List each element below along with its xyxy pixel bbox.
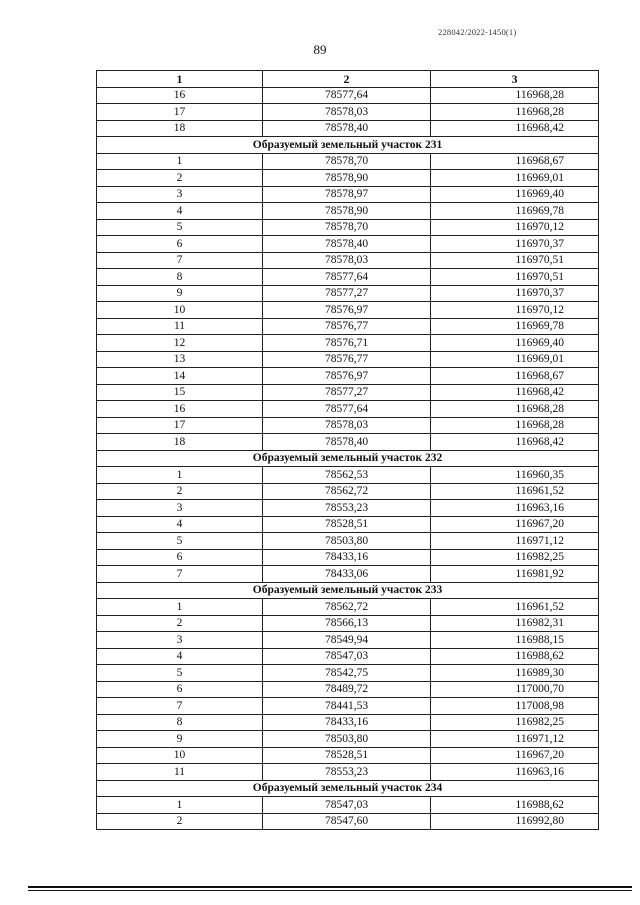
table-row [97, 797, 599, 814]
table-row [97, 252, 599, 269]
y-coordinate-cell: 116988,15 [431, 632, 599, 649]
table-row [97, 764, 599, 781]
y-coordinate-cell: 116968,28 [431, 87, 599, 104]
point-number-cell: 1 [97, 797, 263, 814]
table-row [97, 714, 599, 731]
x-coordinate-cell: 78577,27 [263, 285, 431, 302]
point-number-cell: 2 [97, 615, 263, 632]
table-row [97, 417, 599, 434]
point-number-cell: 8 [97, 269, 263, 286]
table-row [97, 698, 599, 715]
table-row [97, 813, 599, 830]
table-row [97, 368, 599, 385]
y-coordinate-cell: 116960,35 [431, 467, 599, 484]
table-row [97, 351, 599, 368]
y-coordinate-cell: 116982,31 [431, 615, 599, 632]
table-header-row [97, 71, 599, 88]
table-row [97, 285, 599, 302]
y-coordinate-cell: 116967,20 [431, 747, 599, 764]
point-number-cell: 2 [97, 170, 263, 187]
x-coordinate-cell: 78562,72 [263, 483, 431, 500]
x-coordinate-cell: 78549,94 [263, 632, 431, 649]
y-coordinate-cell: 116968,42 [431, 434, 599, 451]
point-number-cell: 14 [97, 368, 263, 385]
x-coordinate-cell: 78577,64 [263, 401, 431, 418]
y-coordinate-cell: 116982,25 [431, 549, 599, 566]
table-row [97, 566, 599, 583]
point-number-cell: 7 [97, 566, 263, 583]
x-coordinate-cell: 78562,72 [263, 599, 431, 616]
x-coordinate-cell: 78433,16 [263, 549, 431, 566]
x-coordinate-cell: 78576,77 [263, 318, 431, 335]
point-number-cell: 3 [97, 632, 263, 649]
x-coordinate-cell: 78562,53 [263, 467, 431, 484]
point-number-cell: 11 [97, 764, 263, 781]
y-coordinate-cell: 117008,98 [431, 698, 599, 715]
y-coordinate-cell: 116969,40 [431, 186, 599, 203]
section-header-row [97, 137, 599, 154]
x-coordinate-cell: 78576,97 [263, 302, 431, 319]
y-coordinate-cell: 116989,30 [431, 665, 599, 682]
table-row [97, 318, 599, 335]
column-header-y-coordinate: 3 [431, 71, 599, 88]
table-row [97, 104, 599, 121]
point-number-cell: 9 [97, 285, 263, 302]
table-row [97, 120, 599, 137]
document-id: 228042/2022-1450(1) [438, 27, 517, 37]
y-coordinate-cell: 116968,67 [431, 368, 599, 385]
table-row [97, 203, 599, 220]
y-coordinate-cell: 116969,78 [431, 203, 599, 220]
table-row [97, 516, 599, 533]
point-number-cell: 8 [97, 714, 263, 731]
x-coordinate-cell: 78553,23 [263, 764, 431, 781]
section-title: Образуемый земельный участок 233 [97, 582, 599, 599]
table-row [97, 186, 599, 203]
y-coordinate-cell: 116992,80 [431, 813, 599, 830]
x-coordinate-cell: 78577,64 [263, 87, 431, 104]
table-row [97, 335, 599, 352]
point-number-cell: 7 [97, 698, 263, 715]
x-coordinate-cell: 78489,72 [263, 681, 431, 698]
x-coordinate-cell: 78503,80 [263, 731, 431, 748]
point-number-cell: 3 [97, 500, 263, 517]
x-coordinate-cell: 78576,97 [263, 368, 431, 385]
section-title: Образуемый земельный участок 232 [97, 450, 599, 467]
x-coordinate-cell: 78542,75 [263, 665, 431, 682]
point-number-cell: 5 [97, 533, 263, 550]
point-number-cell: 4 [97, 203, 263, 220]
point-number-cell: 18 [97, 434, 263, 451]
table-body [97, 87, 599, 830]
y-coordinate-cell: 116970,37 [431, 236, 599, 253]
section-header-row [97, 780, 599, 797]
point-number-cell: 3 [97, 186, 263, 203]
y-coordinate-cell: 116970,37 [431, 285, 599, 302]
y-coordinate-cell: 116981,92 [431, 566, 599, 583]
y-coordinate-cell: 117000,70 [431, 681, 599, 698]
x-coordinate-cell: 78547,03 [263, 648, 431, 665]
y-coordinate-cell: 116982,25 [431, 714, 599, 731]
table-row [97, 615, 599, 632]
y-coordinate-cell: 116970,51 [431, 252, 599, 269]
point-number-cell: 6 [97, 549, 263, 566]
table-row [97, 236, 599, 253]
point-number-cell: 2 [97, 813, 263, 830]
point-number-cell: 1 [97, 153, 263, 170]
coordinates-table [96, 70, 599, 830]
x-coordinate-cell: 78578,70 [263, 153, 431, 170]
y-coordinate-cell: 116970,12 [431, 219, 599, 236]
point-number-cell: 1 [97, 467, 263, 484]
y-coordinate-cell: 116970,51 [431, 269, 599, 286]
x-coordinate-cell: 78566,13 [263, 615, 431, 632]
bottom-rule-thin [28, 890, 632, 891]
point-number-cell: 10 [97, 302, 263, 319]
y-coordinate-cell: 116961,52 [431, 599, 599, 616]
table-row [97, 747, 599, 764]
x-coordinate-cell: 78547,60 [263, 813, 431, 830]
point-number-cell: 12 [97, 335, 263, 352]
y-coordinate-cell: 116968,28 [431, 417, 599, 434]
x-coordinate-cell: 78578,40 [263, 120, 431, 137]
x-coordinate-cell: 78433,06 [263, 566, 431, 583]
x-coordinate-cell: 78578,03 [263, 417, 431, 434]
y-coordinate-cell: 116968,28 [431, 104, 599, 121]
point-number-cell: 9 [97, 731, 263, 748]
table-row [97, 533, 599, 550]
y-coordinate-cell: 116969,78 [431, 318, 599, 335]
x-coordinate-cell: 78578,40 [263, 236, 431, 253]
section-header-row [97, 582, 599, 599]
table-row [97, 434, 599, 451]
table-row [97, 483, 599, 500]
point-number-cell: 16 [97, 401, 263, 418]
point-number-cell: 5 [97, 665, 263, 682]
table-row [97, 665, 599, 682]
y-coordinate-cell: 116969,01 [431, 170, 599, 187]
y-coordinate-cell: 116971,12 [431, 533, 599, 550]
y-coordinate-cell: 116988,62 [431, 648, 599, 665]
point-number-cell: 4 [97, 648, 263, 665]
point-number-cell: 6 [97, 681, 263, 698]
x-coordinate-cell: 78578,03 [263, 252, 431, 269]
x-coordinate-cell: 78578,03 [263, 104, 431, 121]
x-coordinate-cell: 78577,64 [263, 269, 431, 286]
y-coordinate-cell: 116969,01 [431, 351, 599, 368]
table-row [97, 153, 599, 170]
table-row [97, 401, 599, 418]
y-coordinate-cell: 116961,52 [431, 483, 599, 500]
x-coordinate-cell: 78553,23 [263, 500, 431, 517]
point-number-cell: 2 [97, 483, 263, 500]
point-number-cell: 17 [97, 104, 263, 121]
y-coordinate-cell: 116988,62 [431, 797, 599, 814]
x-coordinate-cell: 78578,90 [263, 170, 431, 187]
table-row [97, 87, 599, 104]
y-coordinate-cell: 116969,40 [431, 335, 599, 352]
x-coordinate-cell: 78578,97 [263, 186, 431, 203]
bottom-rule [28, 886, 632, 888]
point-number-cell: 5 [97, 219, 263, 236]
point-number-cell: 18 [97, 120, 263, 137]
section-header-row [97, 450, 599, 467]
y-coordinate-cell: 116970,12 [431, 302, 599, 319]
point-number-cell: 4 [97, 516, 263, 533]
y-coordinate-cell: 116968,67 [431, 153, 599, 170]
x-coordinate-cell: 78577,27 [263, 384, 431, 401]
point-number-cell: 6 [97, 236, 263, 253]
table-row [97, 549, 599, 566]
point-number-cell: 17 [97, 417, 263, 434]
y-coordinate-cell: 116967,20 [431, 516, 599, 533]
section-title: Образуемый земельный участок 234 [97, 780, 599, 797]
point-number-cell: 11 [97, 318, 263, 335]
page-number: 89 [313, 42, 327, 57]
y-coordinate-cell: 116963,16 [431, 500, 599, 517]
x-coordinate-cell: 78547,03 [263, 797, 431, 814]
table-row [97, 731, 599, 748]
point-number-cell: 15 [97, 384, 263, 401]
point-number-cell: 16 [97, 87, 263, 104]
point-number-cell: 1 [97, 599, 263, 616]
y-coordinate-cell: 116971,12 [431, 731, 599, 748]
y-coordinate-cell: 116968,42 [431, 120, 599, 137]
column-header-point-number: 1 [97, 71, 263, 88]
column-header-x-coordinate: 2 [263, 71, 431, 88]
x-coordinate-cell: 78441,53 [263, 698, 431, 715]
y-coordinate-cell: 116963,16 [431, 764, 599, 781]
x-coordinate-cell: 78503,80 [263, 533, 431, 550]
table-row [97, 648, 599, 665]
table-row [97, 302, 599, 319]
y-coordinate-cell: 116968,42 [431, 384, 599, 401]
x-coordinate-cell: 78578,70 [263, 219, 431, 236]
x-coordinate-cell: 78433,16 [263, 714, 431, 731]
x-coordinate-cell: 78528,51 [263, 747, 431, 764]
y-coordinate-cell: 116968,28 [431, 401, 599, 418]
table-row [97, 599, 599, 616]
table-row [97, 500, 599, 517]
point-number-cell: 13 [97, 351, 263, 368]
table-row [97, 219, 599, 236]
x-coordinate-cell: 78528,51 [263, 516, 431, 533]
table-row [97, 632, 599, 649]
point-number-cell: 10 [97, 747, 263, 764]
table-row [97, 384, 599, 401]
x-coordinate-cell: 78576,77 [263, 351, 431, 368]
table-row [97, 467, 599, 484]
x-coordinate-cell: 78578,40 [263, 434, 431, 451]
point-number-cell: 7 [97, 252, 263, 269]
x-coordinate-cell: 78578,90 [263, 203, 431, 220]
table-row [97, 170, 599, 187]
x-coordinate-cell: 78576,71 [263, 335, 431, 352]
section-title: Образуемый земельный участок 231 [97, 137, 599, 154]
table-row [97, 269, 599, 286]
table-row [97, 681, 599, 698]
